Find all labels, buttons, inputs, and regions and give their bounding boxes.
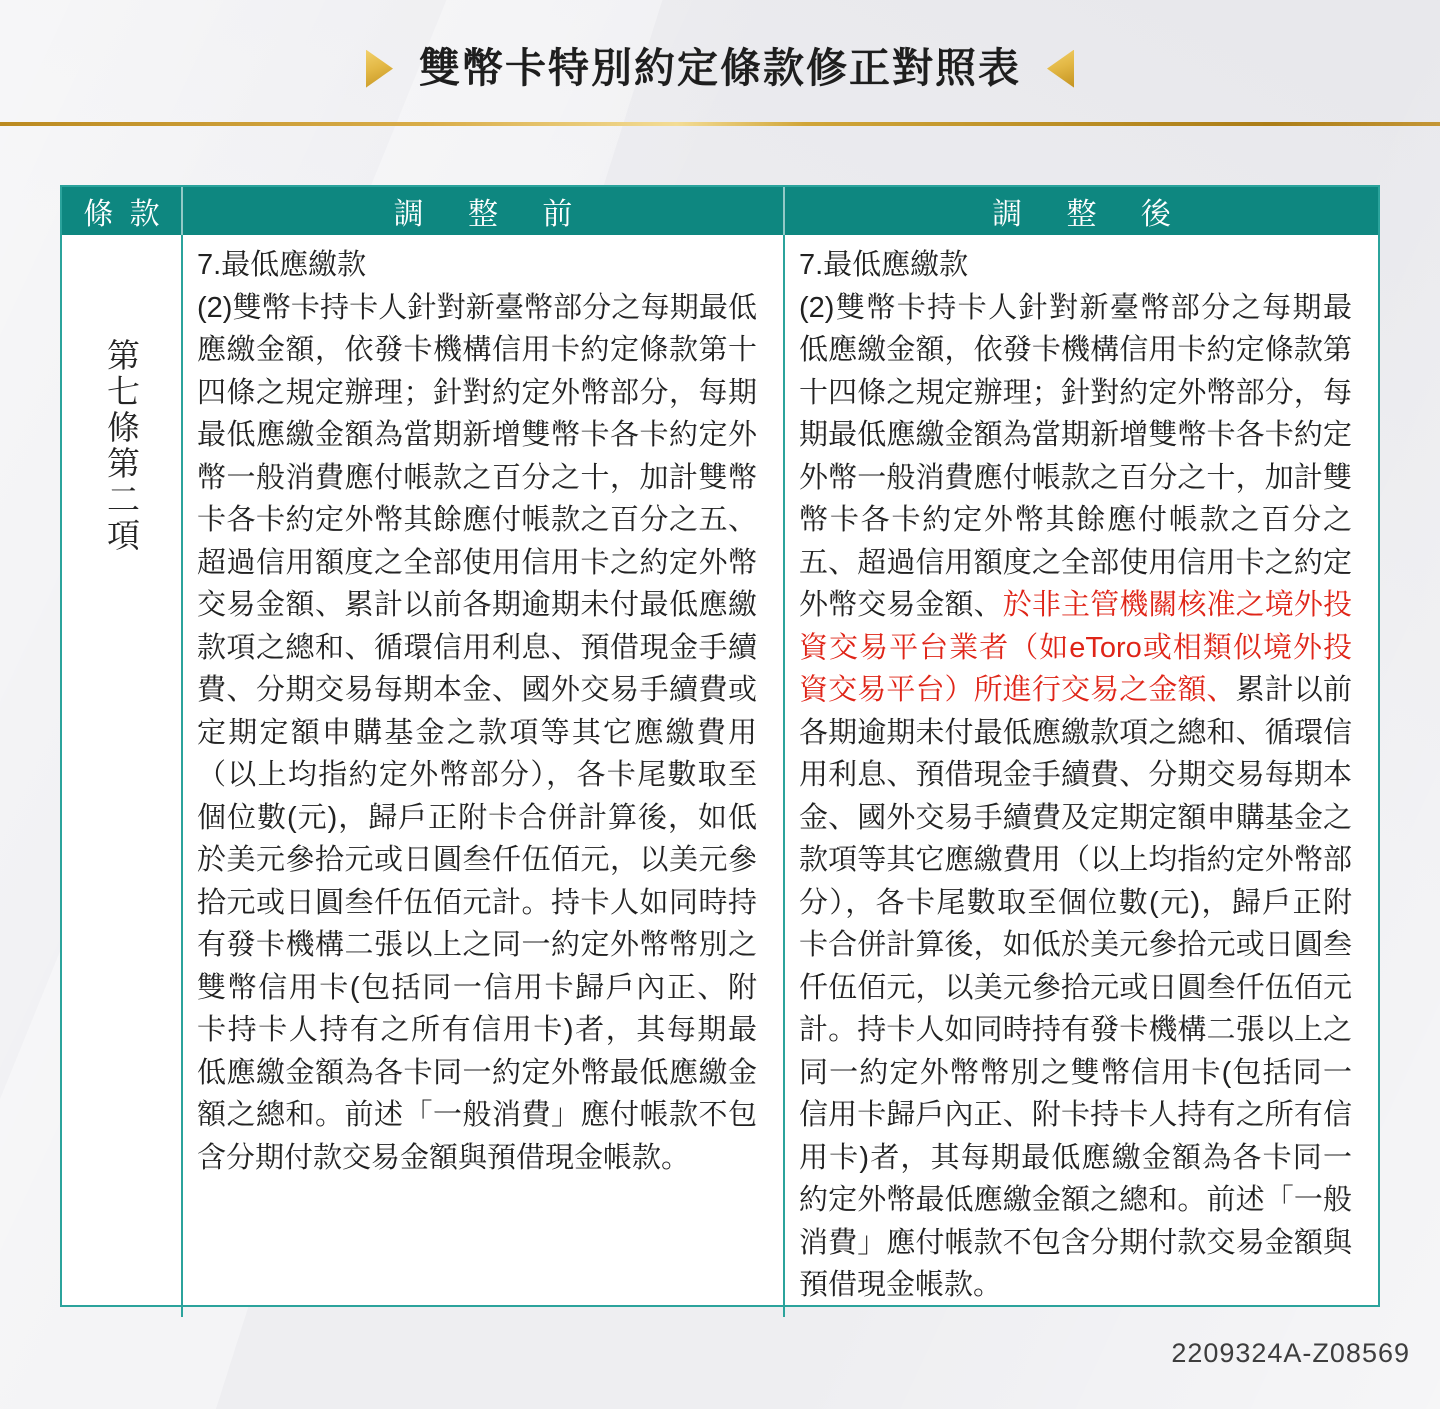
header-before-column: 調 整 前	[181, 187, 783, 235]
after-text-segment: (2)雙幣卡持卡人針對新臺幣部分之每期最低應繳金額，依發卡機構信用卡約定條款第十四條之規定辦理；針對約定外幣部分，每期最低應繳金額為當期新增雙幣卡各卡約定外幣一般消費應付帳款之百分之十，加計雙幣卡各卡約定外幣其餘應付帳款之百分之五、超過信用額度之全部使用信用卡之約定外幣交易金額、	[799, 291, 1352, 621]
header-after-column: 調 整 後	[783, 187, 1378, 235]
table-row	[62, 235, 1378, 1317]
before-heading: 7.最低應繳款	[197, 249, 367, 281]
title-left-triangle-icon	[366, 50, 393, 88]
after-heading: 7.最低應繳款	[799, 249, 969, 281]
page-title-row	[0, 44, 1440, 93]
table-header-row	[62, 187, 1378, 235]
after-body-text	[799, 287, 1352, 1307]
header-clause-column: 條 款	[83, 198, 164, 231]
comparison-table	[60, 185, 1380, 1307]
page-title: 雙幣卡特別約定條款修正對照表	[419, 45, 1021, 91]
before-adjustment-cell	[181, 235, 783, 1317]
document-number: 2209324A-Z08569	[1171, 1338, 1410, 1368]
clause-cell	[62, 235, 181, 1317]
after-text-segment: 累計以前各期逾期未付最低應繳款項之總和、循環信用利息、預借現金手續費、分期交易每期本金、國外交易手續費及定期定額申購基金之款項等其它應繳費用（以上均指約定外幣部分），各卡尾數取至個位數(元)，歸戶正附卡合併計算後，如低於美元參拾元或日圓叁仟伍佰元，以美元參拾元或日圓叁仟伍佰元計。持卡人如同時持有發卡機構二張以上之同一約定外幣幣別之雙幣信用卡(包括同一信用卡歸戶內正、附卡持卡人持有之所有信用卡)者，其每期最低應繳金額為各卡同一約定外幣最低應繳金額之總和。前述「一般消費」應付帳款不包含分期付款交易金額與預借現金帳款。	[799, 674, 1352, 1301]
title-right-triangle-icon	[1047, 50, 1074, 88]
gold-divider-line	[0, 122, 1440, 126]
after-adjustment-cell	[783, 235, 1378, 1317]
after-text-segment-highlighted: 於非主管機關核准之境外投資交易平台業者（如eToro或相類似境外投資交易平台）所進行交易之金額、	[799, 589, 1352, 706]
before-body-text: (2)雙幣卡持卡人針對新臺幣部分之每期最低應繳金額，依發卡機構信用卡約定條款第十四條之規定辦理；針對約定外幣部分，每期最低應繳金額為當期新增雙幣卡各卡約定外幣一般消費應付帳款之百分之十，加計雙幣卡各卡約定外幣其餘應付帳款之百分之五、超過信用額度之全部使用信用卡之約定外幣交易金額、累計以前各期逾期未付最低應繳款項之總和、循環信用利息、預借現金手續費、分期交易每期本金、國外交易手續費或定期定額申購基金之款項等其它應繳費用（以上均指約定外幣部分），各卡尾數取至個位數(元)，歸戶正附卡合併計算後，如低於美元參拾元或日圓叁仟伍佰元，以美元參拾元或日圓叁仟伍佰元計。持卡人如同時持有發卡機構二張以上之同一約定外幣幣別之雙幣信用卡(包括同一信用卡歸戶內正、附卡持卡人持有之所有信用卡)者，其每期最低應繳金額為各卡同一約定外幣最低應繳金額之總和。前述「一般消費」應付帳款不包含分期付款交易金額與預借現金帳款。	[197, 291, 757, 1174]
clause-label: 第七條第二項	[103, 338, 140, 554]
